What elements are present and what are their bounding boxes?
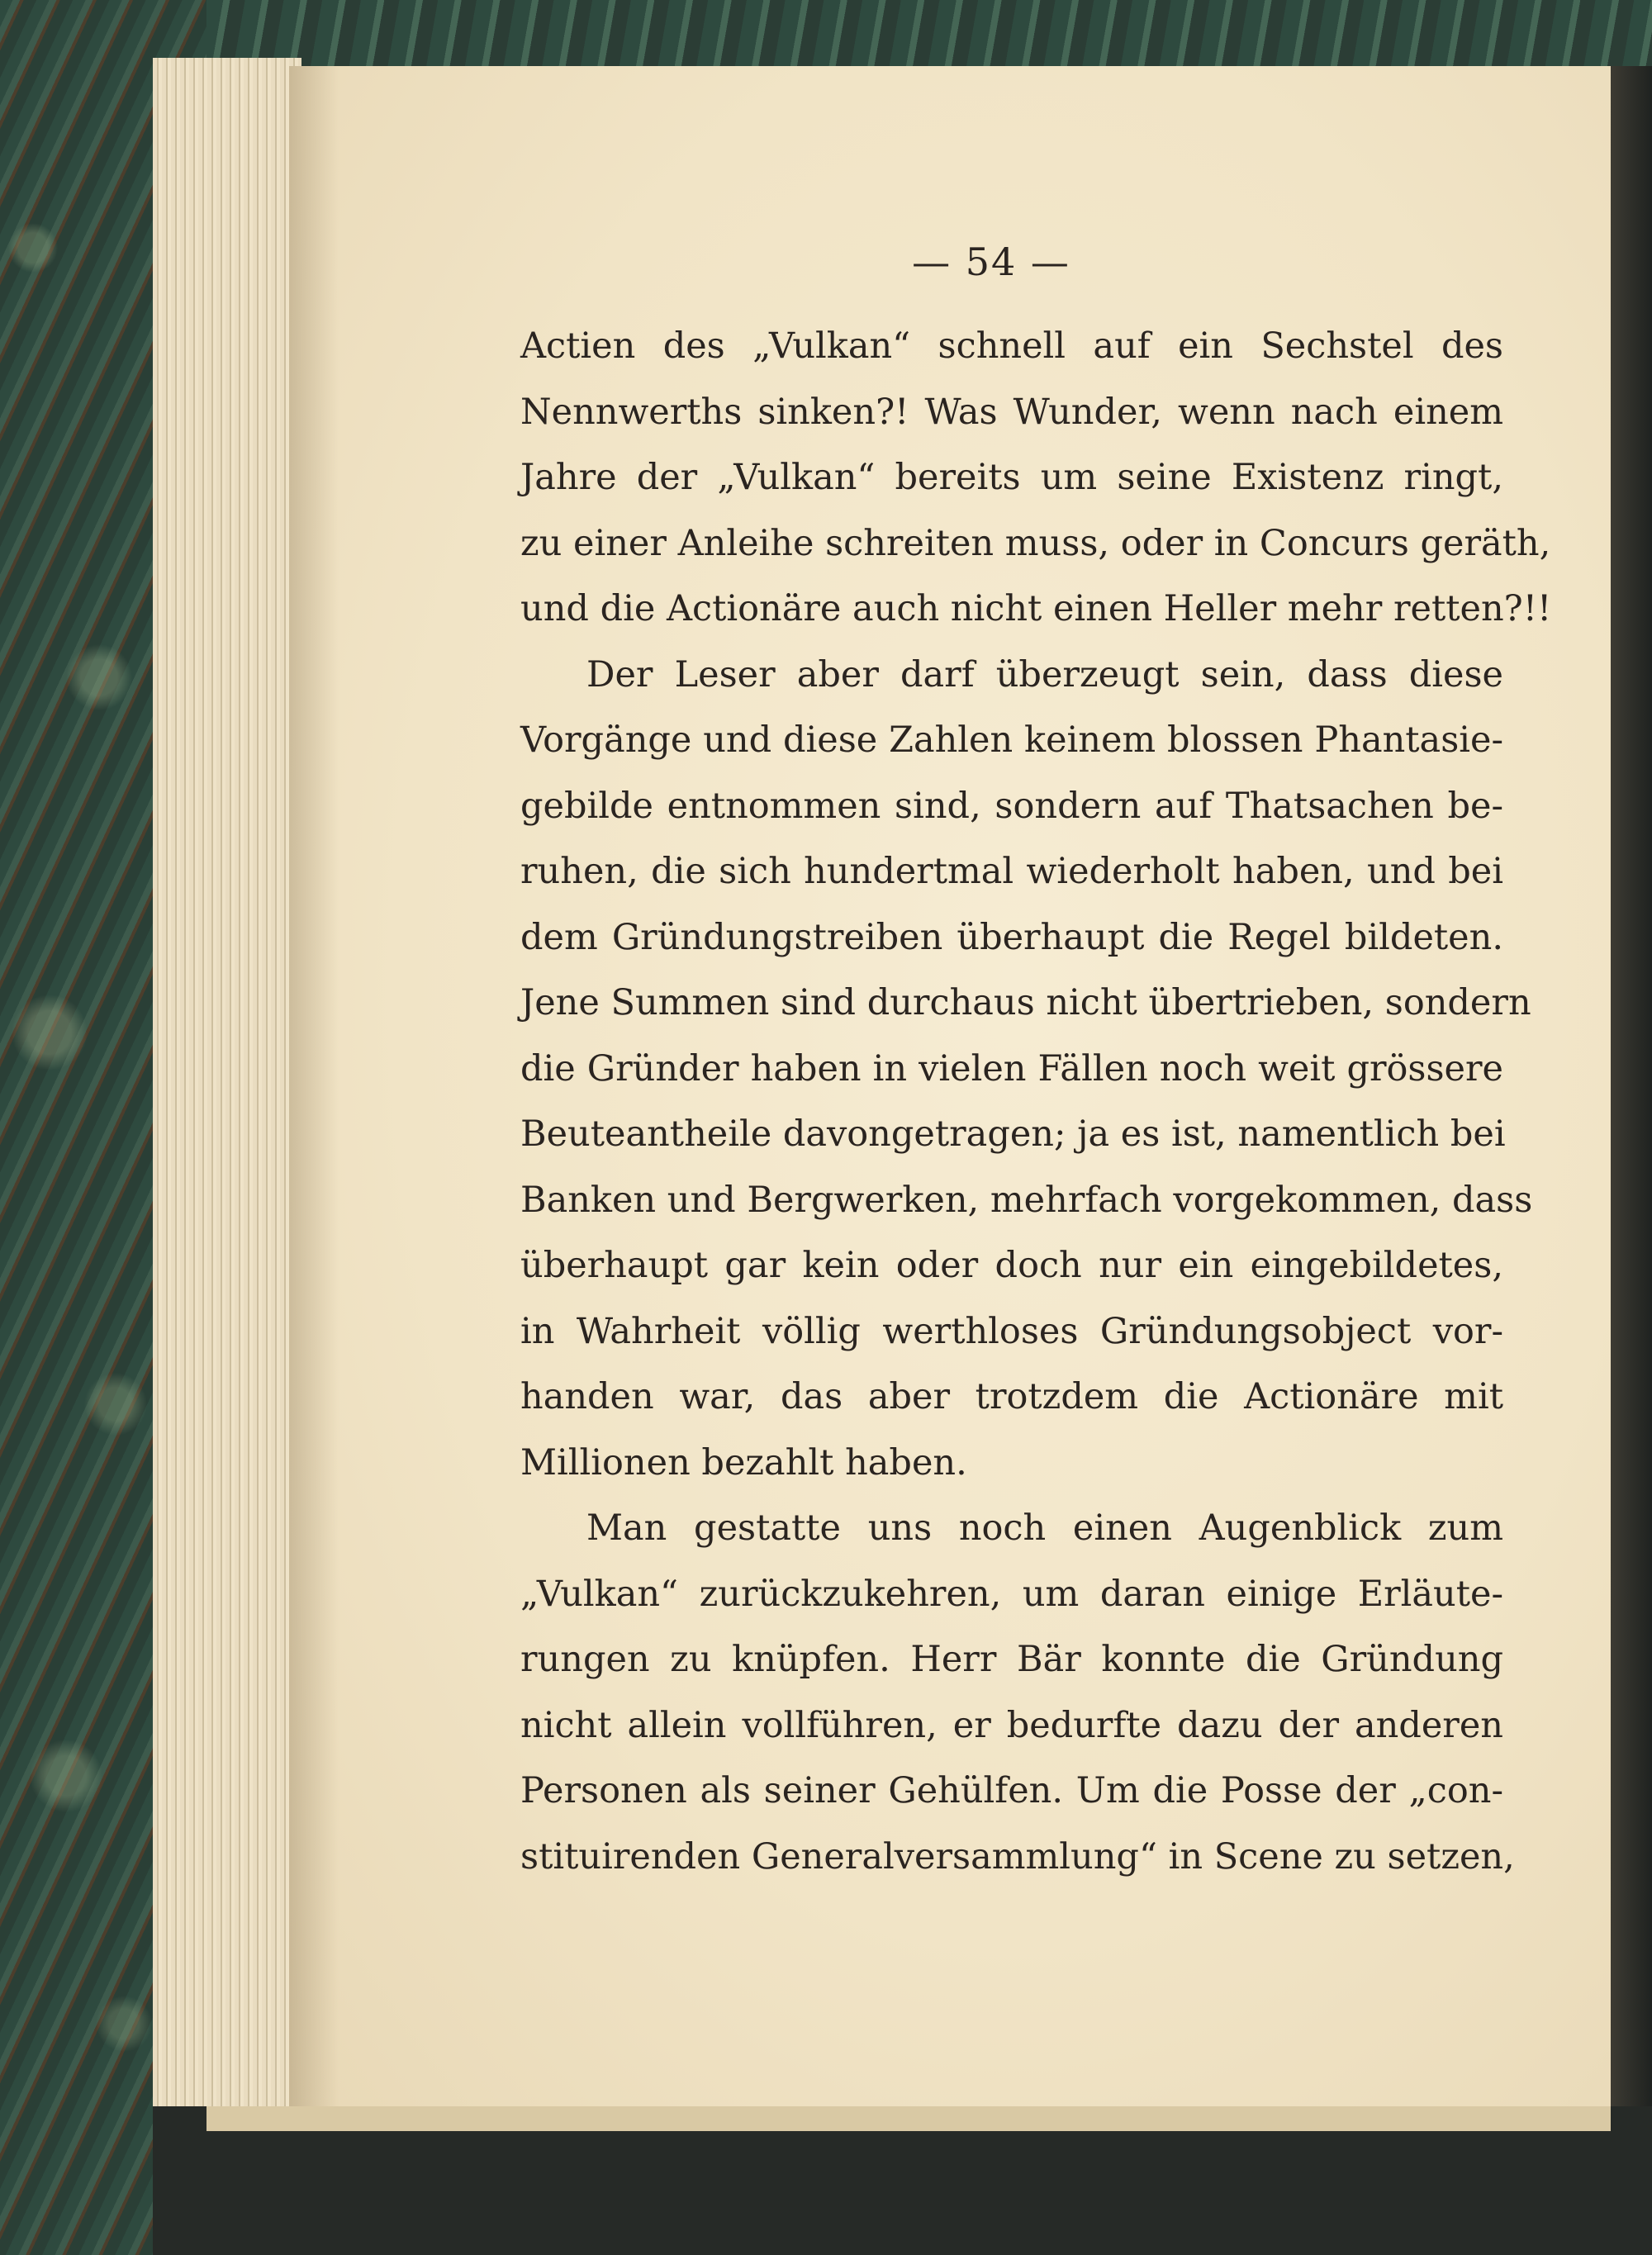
book-cover-top-edge bbox=[206, 0, 1652, 66]
text-line: und die Actionäre auch nicht einen Heller mehr retten?!! bbox=[520, 588, 1552, 629]
page-gutter-shadow bbox=[289, 66, 339, 2106]
text-line: Jahre der „Vulkan“ bereits um seine Existenz ringt, bbox=[520, 457, 1503, 498]
text-line: die Gründer haben in vielen Fällen noch weit grössere bbox=[520, 1047, 1503, 1090]
bottom-page-edge bbox=[206, 2106, 1611, 2131]
page-text-block bbox=[520, 314, 1552, 1890]
text-line: gebilde entnommen sind, sondern auf Thatsachen be- bbox=[520, 785, 1503, 827]
text-line: Beuteantheile davongetragen; ja es ist, namentlich bei bbox=[520, 1113, 1506, 1155]
text-line: rungen zu knüpfen. Herr Bär konnte die Gründung bbox=[520, 1639, 1503, 1680]
text-line: handen war, das aber trotzdem die Actionäre mit bbox=[520, 1376, 1503, 1417]
page-number: — 54 — bbox=[912, 240, 1070, 284]
text-line: Banken und Bergwerken, mehrfach vorgekommen, dass bbox=[520, 1179, 1533, 1221]
text-line: Personen als seiner Gehülfen. Um die Posse der „con- bbox=[520, 1770, 1503, 1811]
text-line: „Vulkan“ zurückzukehren, um daran einige Erläute- bbox=[520, 1573, 1503, 1615]
text-line: Nennwerths sinken?! Was Wunder, wenn nach einem bbox=[520, 391, 1503, 433]
text-line: Man gestatte uns noch einen Augenblick zum bbox=[586, 1507, 1503, 1549]
page-edges bbox=[153, 58, 301, 2131]
text-line: stituirenden Generalversammlung“ in Scene zu setzen, bbox=[520, 1835, 1515, 1878]
text-line: in Wahrheit völlig werthloses Gründungsobject vor- bbox=[520, 1310, 1503, 1352]
text-line: ruhen, die sich hundertmal wiederholt haben, und bei bbox=[520, 851, 1503, 892]
text-line: Vorgänge und diese Zahlen keinem blossen Phantasie- bbox=[520, 719, 1503, 761]
text-line: Actien des „Vulkan“ schnell auf ein Sechstel des bbox=[520, 325, 1503, 367]
right-background-strip bbox=[1611, 66, 1652, 2255]
text-line: dem Gründungstreiben überhaupt die Regel bildeten. bbox=[520, 916, 1503, 958]
text-line: nicht allein vollführen, er bedurfte dazu der anderen bbox=[520, 1704, 1503, 1746]
text-line: zu einer Anleihe schreiten muss, oder in Concurs geräth, bbox=[520, 522, 1551, 564]
text-line: Jene Summen sind durchaus nicht übertrieben, sondern bbox=[520, 982, 1531, 1023]
text-line: Der Leser aber darf überzeugt sein, dass diese bbox=[586, 653, 1503, 695]
text-line: überhaupt gar kein oder doch nur ein eingebildetes, bbox=[520, 1245, 1503, 1286]
text-line: Millionen bezahlt haben. bbox=[520, 1441, 967, 1484]
